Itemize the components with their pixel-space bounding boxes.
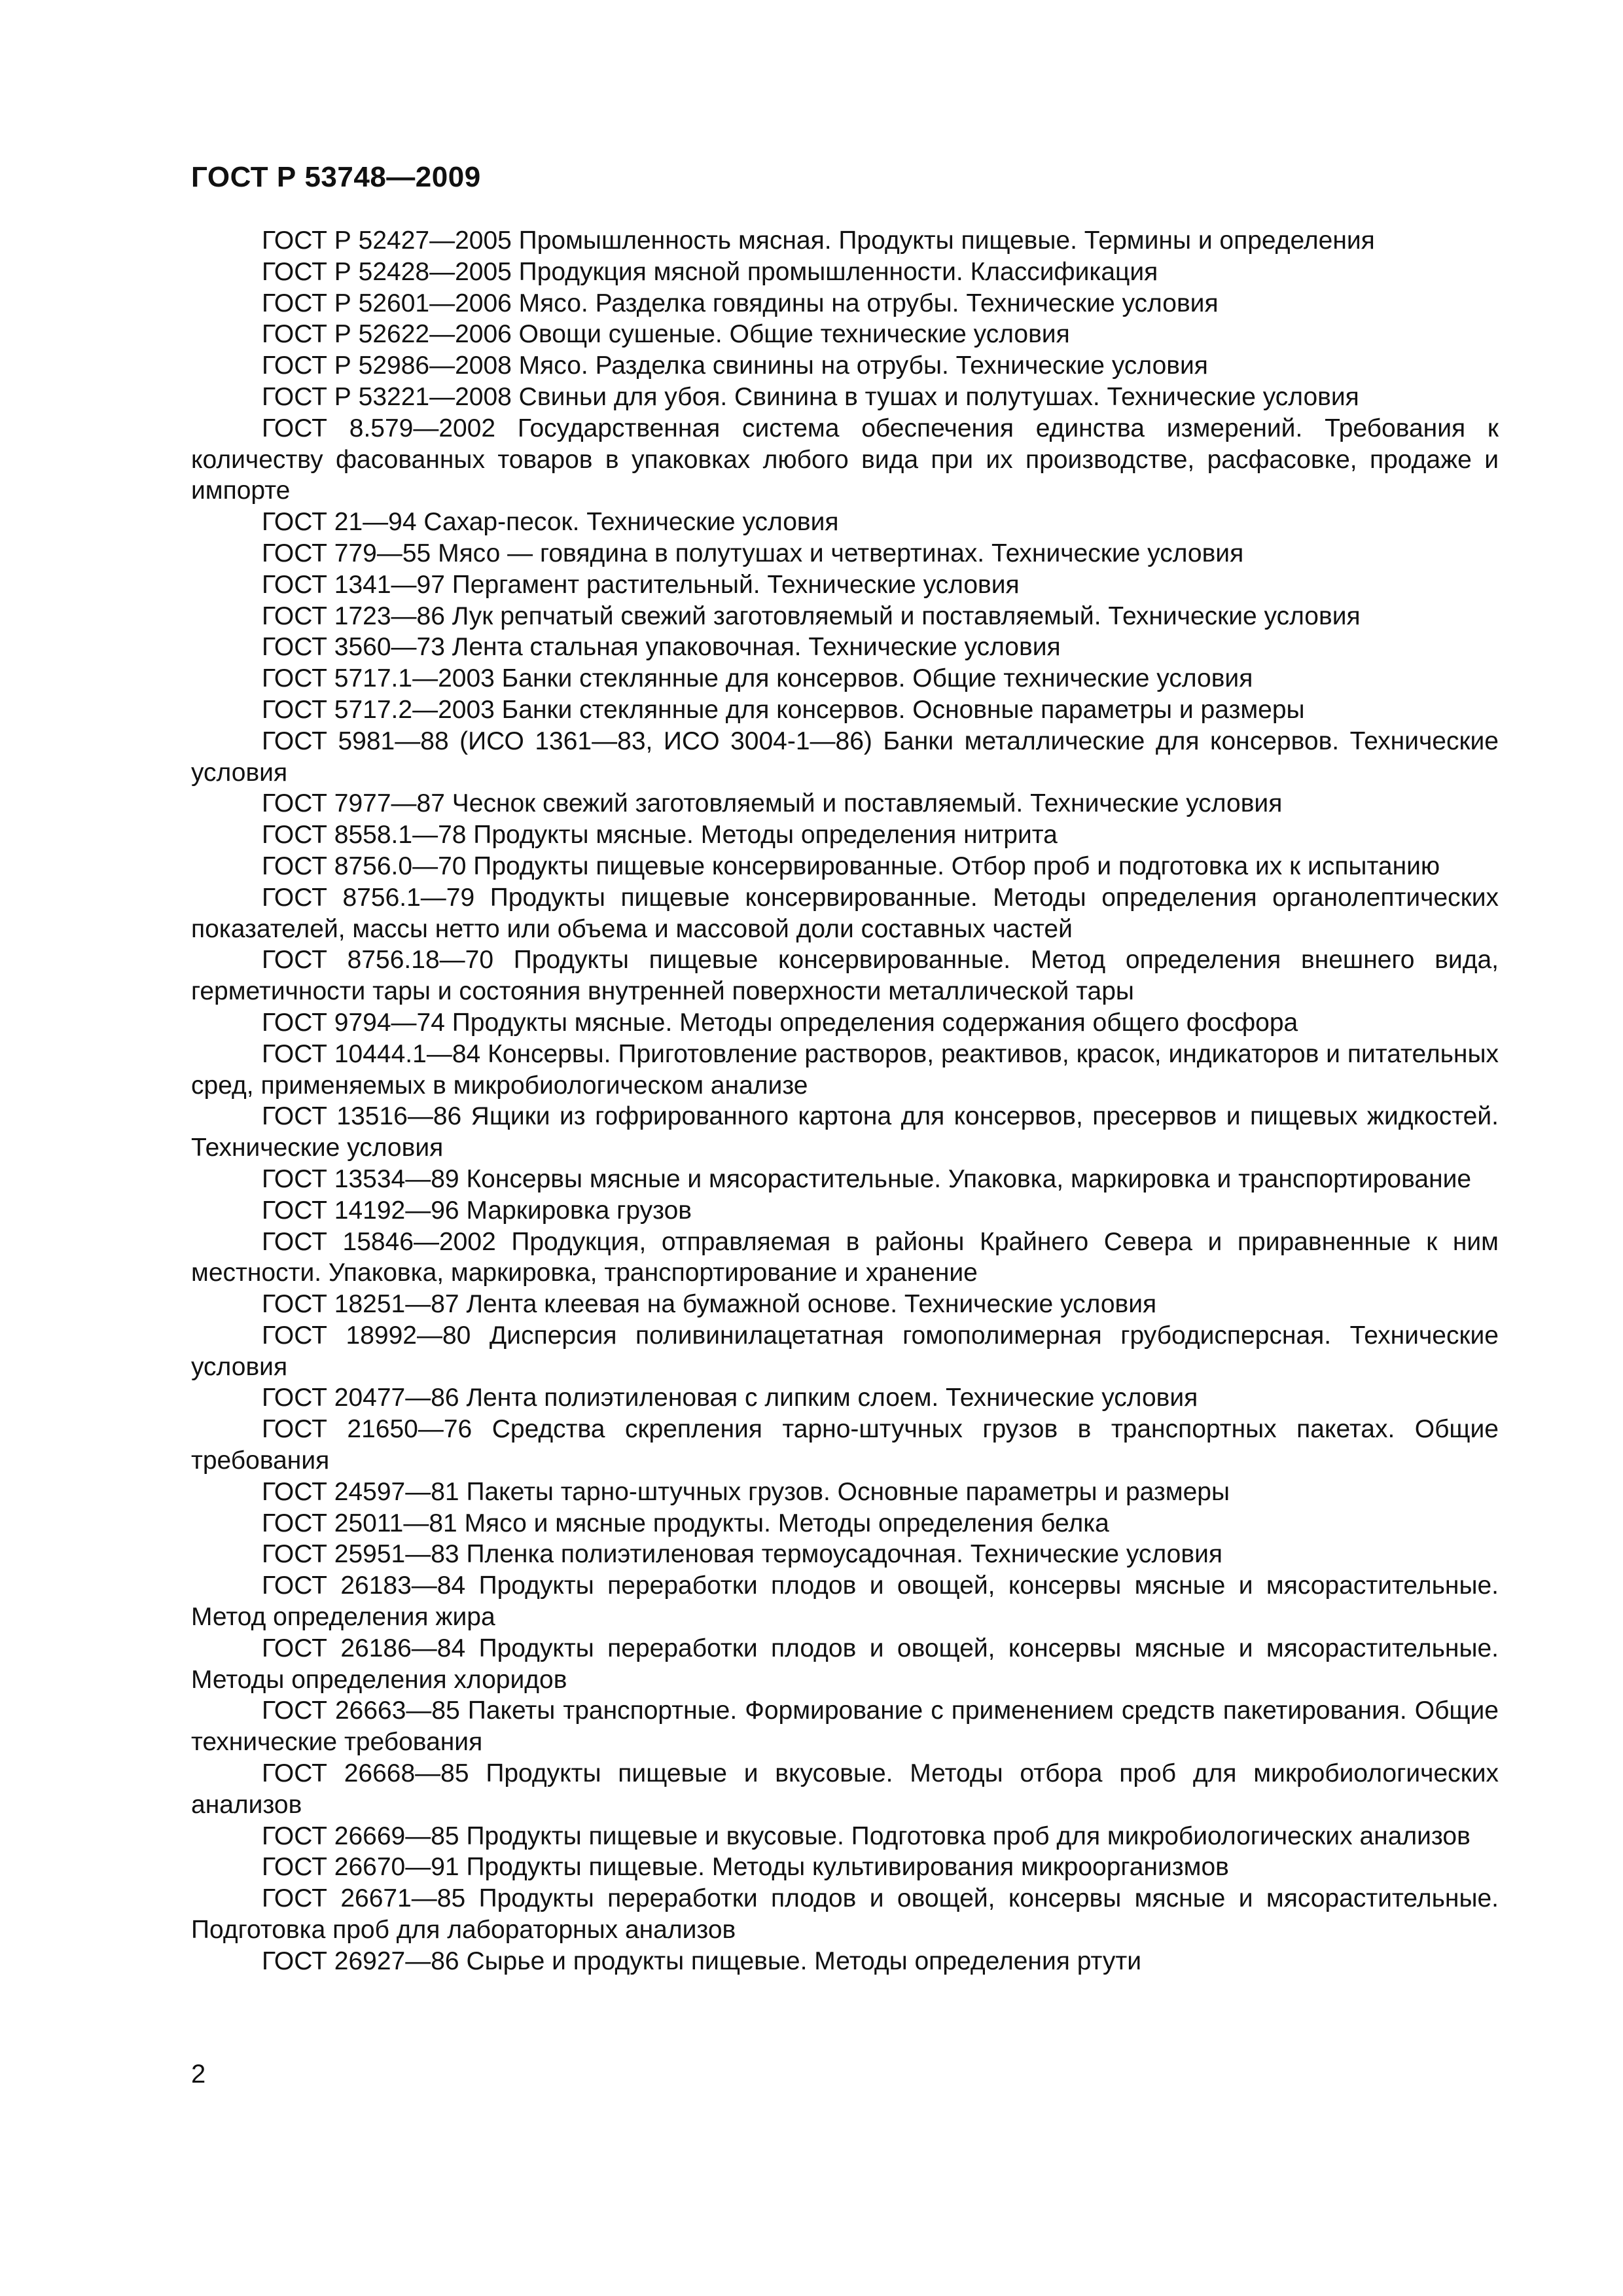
reference-item: ГОСТ 1723—86 Лук репчатый свежий заготовляемый и поставляемый. Технические условия — [262, 601, 1361, 630]
reference-item: ГОСТ Р 52427—2005 Промышленность мясная. Продукты пищевые. Термины и определения — [262, 226, 1375, 255]
reference-item: ГОСТ 26183—84 Продукты переработки плодов и овощей, консервы мясные и мясорастительные. Метод определения жира — [191, 1571, 1499, 1632]
page-number: 2 — [191, 2060, 206, 2089]
reference-item: ГОСТ 9794—74 Продукты мясные. Методы определения содержания общего фосфора — [262, 1008, 1298, 1037]
reference-item: ГОСТ 26668—85 Продукты пищевые и вкусовые. Методы отбора проб для микробиологических анализов — [191, 1759, 1499, 1819]
reference-item: ГОСТ 779—55 Мясо — говядина в полутушах и четвертинах. Технические условия — [262, 539, 1244, 567]
reference-item: ГОСТ 20477—86 Лента полиэтиленовая с липким слоем. Технические условия — [262, 1384, 1198, 1412]
reference-item: ГОСТ 5981—88 (ИСО 1361—83, ИСО 3004-1—86) Банки металлические для консервов. Технические условия — [191, 726, 1499, 787]
reference-item: ГОСТ Р 52601—2006 Мясо. Разделка говядины на отрубы. Технические условия — [262, 289, 1219, 317]
reference-item: ГОСТ 8558.1—78 Продукты мясные. Методы определения нитрита — [262, 821, 1058, 850]
reference-item: ГОСТ 18992—80 Дисперсия поливинилацетатная гомополимерная грубодисперсная. Технические условия — [191, 1321, 1499, 1381]
reference-item: ГОСТ 1341—97 Пергамент растительный. Технические условия — [262, 570, 1020, 599]
reference-item: ГОСТ 26927—86 Сырье и продукты пищевые. Методы определения ртути — [262, 1946, 1141, 1975]
reference-item: ГОСТ 25951—83 Пленка полиэтиленовая термоусадочная. Технические условия — [262, 1540, 1222, 1569]
reference-item: ГОСТ 15846—2002 Продукция, отправляемая в районы Крайнего Севера и приравненные к ним местности. Упаковка, маркировка, транспортирование и хранение — [191, 1227, 1499, 1287]
reference-item: ГОСТ 13534—89 Консервы мясные и мясорастительные. Упаковка, маркировка и транспортирование — [262, 1164, 1472, 1193]
reference-item: ГОСТ 26670—91 Продукты пищевые. Методы культивирования микроорганизмов — [262, 1853, 1229, 1882]
reference-item: ГОСТ 8.579—2002 Государственная система обеспечения единства измерений. Требования к количеству фасованных товаров в упаковках любого вида при их производстве, расфасовке, продаже и импорте — [191, 414, 1499, 505]
reference-item: ГОСТ 3560—73 Лента стальная упаковочная. Технические условия — [262, 633, 1061, 662]
document-header: ГОСТ Р 53748—2009 — [191, 161, 481, 193]
reference-item: ГОСТ 26669—85 Продукты пищевые и вкусовые. Подготовка проб для микробиологических анализов — [262, 1821, 1471, 1850]
reference-item: ГОСТ 26186—84 Продукты переработки плодов и овощей, консервы мясные и мясорастительные. Методы определения хлоридов — [191, 1634, 1499, 1694]
reference-item: ГОСТ 10444.1—84 Консервы. Приготовление растворов, реактивов, красок, индикаторов и питательных сред, применяемых в микробиологическом анализе — [191, 1039, 1499, 1100]
reference-item: ГОСТ 13516—86 Ящики из гофрированного картона для консервов, пресервов и пищевых жидкостей. Технические условия — [191, 1102, 1499, 1162]
reference-item: ГОСТ Р 52986—2008 Мясо. Разделка свинины на отрубы. Технические условия — [262, 351, 1208, 380]
reference-item: ГОСТ Р 52428—2005 Продукция мясной промышленности. Классификация — [262, 257, 1158, 286]
reference-item: ГОСТ 26663—85 Пакеты транспортные. Формирование с применением средств пакетирования. Общие технические требования — [191, 1696, 1499, 1757]
reference-item: ГОСТ Р 52622—2006 Овощи сушеные. Общие технические условия — [262, 320, 1070, 349]
reference-item: ГОСТ 8756.18—70 Продукты пищевые консервированные. Метод определения внешнего вида, герметичности тары и состояния внутренней поверхности металлической тары — [191, 946, 1499, 1006]
normative-references-list — [191, 225, 1499, 1977]
reference-item: ГОСТ 5717.2—2003 Банки стеклянные для консервов. Основные параметры и размеры — [262, 695, 1305, 724]
reference-item: ГОСТ 21—94 Сахар-песок. Технические условия — [262, 508, 839, 537]
reference-item: ГОСТ 21650—76 Средства скрепления тарно-штучных грузов в транспортных пакетах. Общие требования — [191, 1415, 1499, 1475]
reference-item: ГОСТ 7977—87 Чеснок свежий заготовляемый и поставляемый. Технические условия — [262, 789, 1283, 818]
reference-item: ГОСТ 26671—85 Продукты переработки плодов и овощей, консервы мясные и мясорастительные. Подготовка проб для лабораторных анализов — [191, 1884, 1499, 1945]
reference-item: ГОСТ 18251—87 Лента клеевая на бумажной основе. Технические условия — [262, 1290, 1157, 1319]
reference-item: ГОСТ 25011—81 Мясо и мясные продукты. Методы определения белка — [262, 1509, 1109, 1537]
reference-item: ГОСТ 8756.1—79 Продукты пищевые консервированные. Методы определения органолептических показателей, массы нетто или объема и массовой доли составных частей — [191, 883, 1499, 943]
reference-item: ГОСТ 5717.1—2003 Банки стеклянные для консервов. Общие технические условия — [262, 664, 1253, 693]
reference-item: ГОСТ 14192—96 Маркировка грузов — [262, 1196, 692, 1225]
reference-item: ГОСТ 24597—81 Пакеты тарно-штучных грузов. Основные параметры и размеры — [262, 1477, 1230, 1506]
reference-item: ГОСТ 8756.0—70 Продукты пищевые консервированные. Отбор проб и подготовка их к испытанию — [262, 852, 1440, 880]
reference-item: ГОСТ Р 53221—2008 Свиньи для убоя. Свинина в тушах и полутушах. Технические условия — [262, 382, 1359, 411]
